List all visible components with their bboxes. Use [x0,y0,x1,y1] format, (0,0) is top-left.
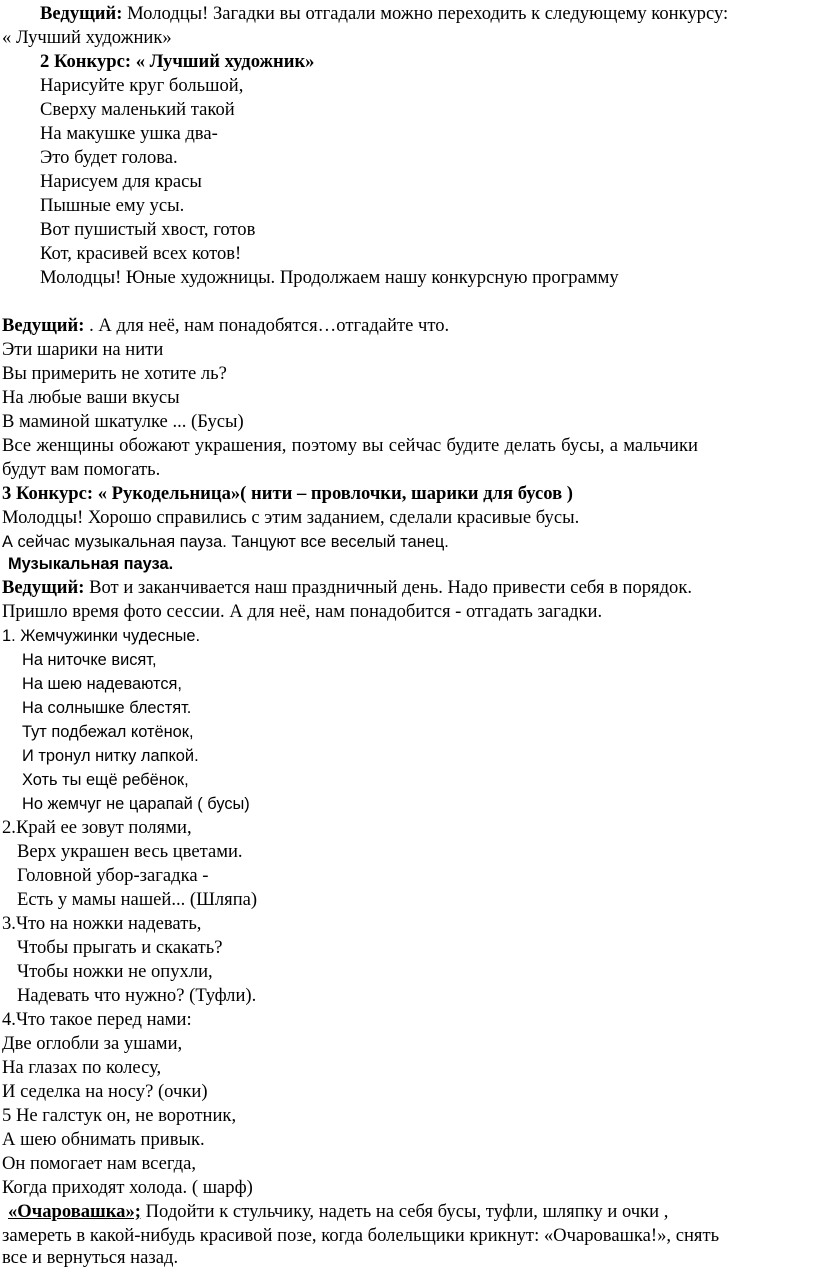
beads-intro-line [2,314,449,338]
poem-line: Нарисуем для красы [40,171,202,192]
riddle2-line: Верх украшен весь цветами. [17,841,243,862]
riddle1-line: Хоть ты ещё ребёнок, [22,771,189,789]
riddle1-line: 1. Жемчужинки чудесные. [2,627,201,645]
pause-title: Музыкальная пауза. [8,555,174,573]
final-title: «Очаровашка»; [8,1201,141,1222]
praise-text: Молодцы! Хорошо справились с этим заданием, сделали красивые бусы. [2,507,580,528]
final-line-cont: замереть в какой-нибудь красивой позе, когда болельщики крикнут: «Очаровашка!», снять [2,1225,720,1246]
riddle4-line: На глазах по колесу, [2,1057,162,1078]
intro-line [40,2,728,26]
riddle2-line: Есть у мамы нашей... (Шляпа) [17,889,258,910]
riddle3-line: Надевать что нужно? (Туфли). [17,985,257,1006]
speaker-label: Ведущий: [2,577,85,598]
intro-text: Молодцы! Загадки вы отгадали можно переходить к следующему конкурсу: [122,3,729,24]
riddle1-line: Но жемчуг не царапай ( бусы) [22,795,250,813]
poem-line: Пышные ему усы. [40,195,185,216]
riddle4-line: И седелка на носу? (очки) [2,1081,208,1102]
poem-line: Нарисуйте круг большой, [40,75,244,96]
riddle1-line: На солнышке блестят. [22,699,192,717]
speaker-label: Ведущий: [40,3,123,24]
ending-line [2,576,692,600]
ending-text: Вот и заканчивается наш праздничный день. Надо привести себя в порядок. [84,577,693,598]
final-line [8,1200,668,1224]
beads-paragraph-cont: будут вам помогать. [2,459,161,480]
riddle1-line: Тут подбежал котёнок, [22,723,194,741]
riddle1-line: На ниточке висят, [22,651,157,669]
riddle3-line: Чтобы ножки не опухли, [17,961,213,982]
riddle-line: На любые ваши вкусы [2,387,180,408]
riddle4-line: Две оглобли за ушами, [2,1033,183,1054]
riddle5-line: А шею обнимать привык. [2,1129,205,1150]
riddle5-line: Он помогает нам всегда, [2,1153,196,1174]
riddle1-line: И тронул нитку лапкой. [22,747,199,765]
contest3-title: 3 Конкурс: « Рукодельница»( нити – провлочки, шарики для бусов ) [2,483,573,504]
poem-line: Кот, красивей всех котов! [40,243,242,264]
beads-paragraph: Все женщины обожают украшения, поэтому вы сейчас будите делать бусы, а мальчики [2,435,698,456]
poem-line: Это будет голова. [40,147,178,168]
speaker-label: Ведущий: [2,315,85,336]
riddle1-line: На шею надеваются, [22,675,182,693]
final-text: Подойти к стульчику, надеть на себя бусы, туфли, шляпку и очки , [140,1201,669,1222]
riddle-line: Эти шарики на нити [2,339,164,360]
intro-line-cont: « Лучший художник» [2,27,172,48]
riddle5-line: 5 Не галстук он, не воротник, [2,1105,237,1126]
poem-line: Сверху маленький такой [40,99,235,120]
riddle4-line: 4.Что такое перед нами: [2,1009,192,1030]
contest2-title: 2 Конкурс: « Лучший художник» [40,51,315,72]
riddle-line: Вы примерить не хотите ль? [2,363,227,384]
ending-line-cont: Пришло время фото сессии. А для неё, нам понадобится - отгадать загадки. [2,601,603,622]
riddle5-line: Когда приходят холода. ( шарф) [2,1177,253,1198]
pause-note: А сейчас музыкальная пауза. Танцуют все веселый танец. [2,533,449,551]
riddle-line: В маминой шкатулке ... (Бусы) [2,411,244,432]
poem-line: Вот пушистый хвост, готов [40,219,256,240]
poem-line: Молодцы! Юные художницы. Продолжаем нашу конкурсную программу [40,267,619,288]
poem-line: На макушке ушка два- [40,123,218,144]
riddle2-line: Головной убор-загадка - [17,865,209,886]
riddle3-line: Чтобы прыгать и скакать? [17,937,223,958]
final-line-end: все и вернуться назад. [2,1247,179,1268]
beads-intro-text: . А для неё, нам понадобятся…отгадайте что. [84,315,450,336]
riddle2-line: 2.Край ее зовут полями, [2,817,192,838]
riddle3-line: 3.Что на ножки надевать, [2,913,202,934]
